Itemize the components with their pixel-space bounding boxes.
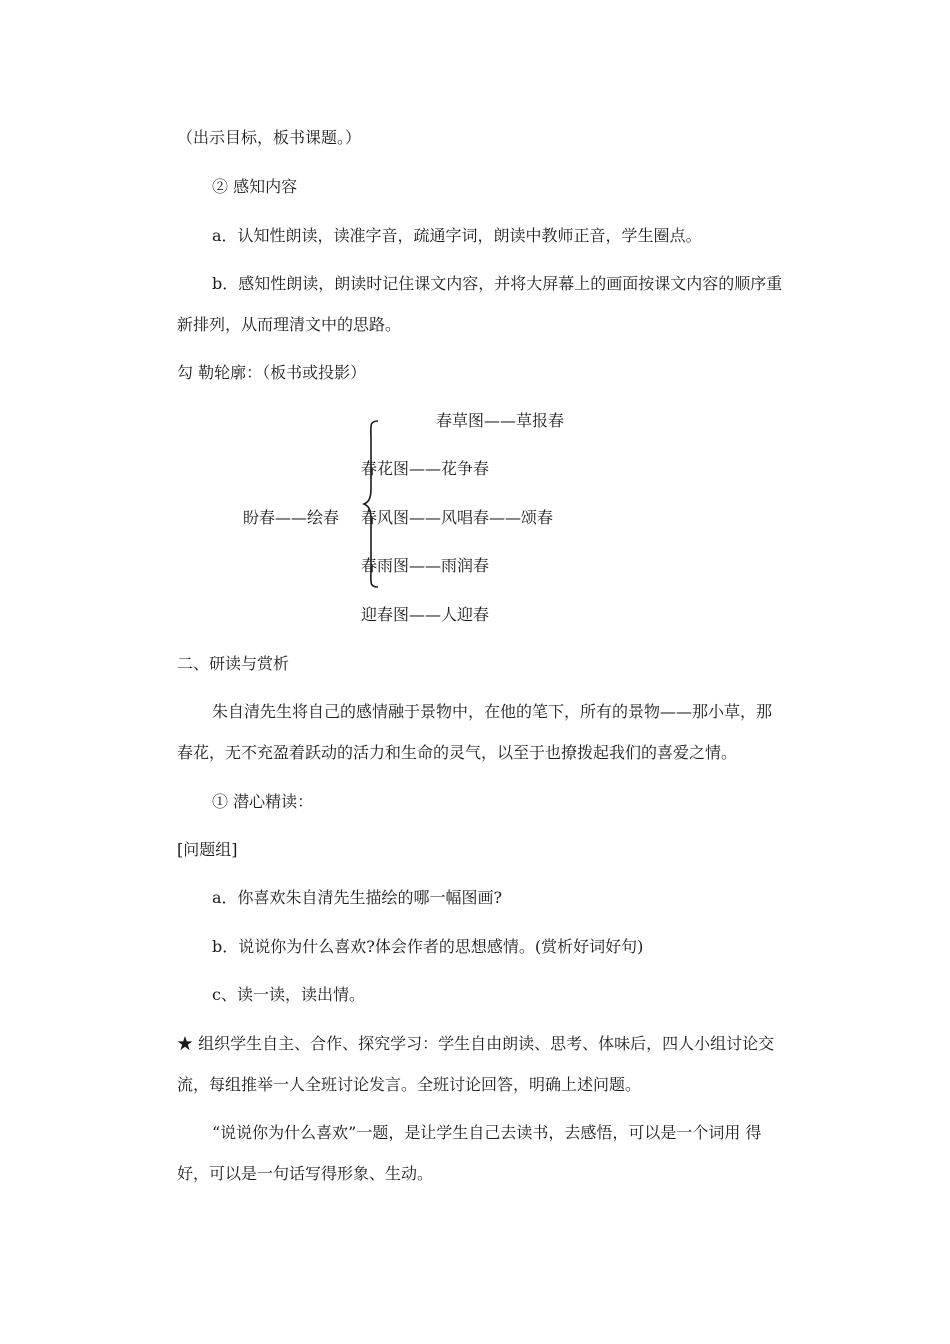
outline-heading: 勾 勒轮廓：（板书或投影） xyxy=(177,363,367,382)
step-perceive-content: ② 感知内容 xyxy=(212,177,298,196)
outline-branch-spring-grass: 春草图——草报春 xyxy=(436,411,565,430)
reading-step-a: a．认知性朗读，读准字音，疏通字词，朗读中教师正音，学生圈点。 xyxy=(212,226,702,245)
question-group-label: [问题组] xyxy=(177,840,238,859)
objective-note: （出示目标，板书课题。） xyxy=(177,128,362,147)
outline-branch-spring-flowers: 春花图——花争春 xyxy=(361,459,490,478)
section-intro-line2: 春花，无不充盈着跃动的活力和生命的灵气，以至于也撩拨起我们的喜爱之情。 xyxy=(177,743,738,762)
activity-line2: 流，每组推举一人全班讨论发言。全班讨论回答，明确上述问题。 xyxy=(177,1075,642,1094)
reading-step-b-line2: 新排列，从而理清文中的思路。 xyxy=(177,315,402,334)
outline-branch-welcome-spring: 迎春图——人迎春 xyxy=(361,605,490,624)
question-c: c、读一读，读出情。 xyxy=(212,985,365,1004)
activity-line1: ★ 组织学生自主、合作、探究学习：学生自由朗读、思考、体味后，四人小组讨论交 xyxy=(177,1034,775,1053)
section-heading: 二、研读与赏析 xyxy=(177,654,290,673)
outline-branch-spring-wind: 春风图——风唱春——颂春 xyxy=(361,508,554,527)
note-line1: “说说你为什么喜欢”一题，是让学生自己去读书，去感悟，可以是一个词用 得 xyxy=(212,1123,762,1142)
question-b: b．说说你为什么喜欢?体会作者的思想感情。(赏析好词好句) xyxy=(212,937,644,956)
section-intro-line1: 朱自清先生将自己的感情融于景物中，在他的笔下，所有的景物——那小草，那 xyxy=(212,702,773,721)
question-a: a．你喜欢朱自清先生描绘的哪一幅图画? xyxy=(212,888,503,907)
outline-root: 盼春——绘春 xyxy=(243,508,340,527)
step-close-reading: ① 潜心精读： xyxy=(212,792,314,811)
reading-step-b-line1: b．感知性朗读，朗读时记住课文内容，并将大屏幕上的画面按课文内容的顺序重 xyxy=(212,274,783,293)
note-line2: 好，可以是一句话写得形象、生动。 xyxy=(177,1164,434,1183)
outline-branch-spring-rain: 春雨图——雨润春 xyxy=(361,556,490,575)
